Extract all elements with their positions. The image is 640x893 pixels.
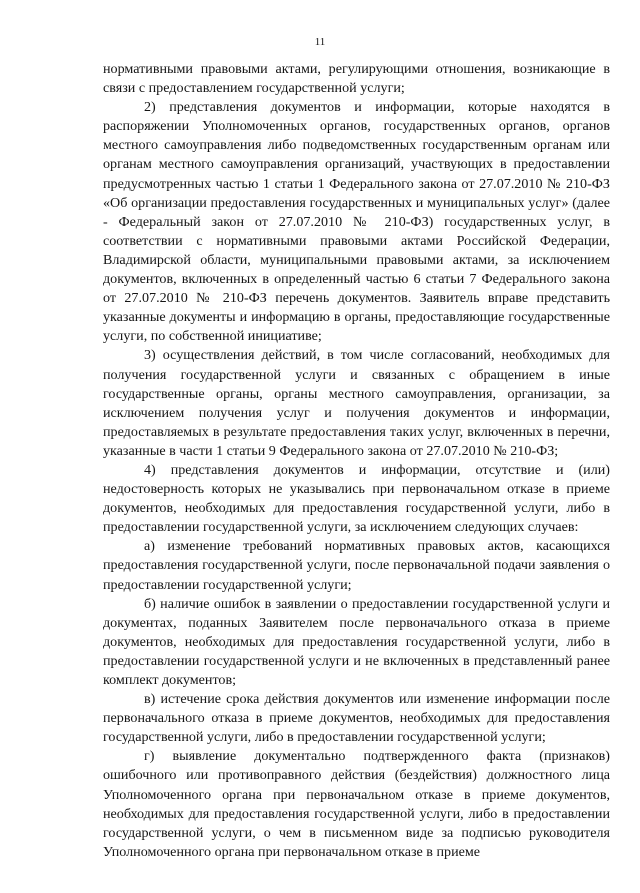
paragraph: нормативными правовыми актами, регулирующими отношения, возникающие в связи с предоставлением государственной услуги; — [103, 61, 610, 97]
paragraph: 2) представления документов и информации, которые находятся в распоряжении Уполномоченных органов, государственных органов, органов местного самоуправления либо подведомственных государственным органам или органам местного самоуправления организаций, участвующих в предоставлении предусмотренных частью 1 статьи 1 Федерального закона от 27.07.2010 № 210-ФЗ «Об организации предоставления государственных и муниципальных услуг» (далее - Федеральный закон от 27.07.2010 № 210-ФЗ) государственных услуг, в соответствии с нормативными правовыми актами Российской Федерации, Владимирской области, муниципальными правовыми актами, за исключением документов, включенных в определенный частью 6 статьи 7 Федерального закона от 27.07.2010 № 210-ФЗ перечень документов. Заявитель вправе представить указанные документы и информацию в органы, предоставляющие государственные услуги, по собственной инициативе; — [103, 99, 610, 345]
page-number: 11 — [314, 36, 326, 48]
paragraph: 4) представления документов и информации, отсутствие и (или) недостоверность которых не указывались при первоначальном отказе в приеме документов, необходимых для предоставления государственной услуги, либо в предоставлении государственной услуги, за исключением следующих случаев: — [103, 461, 610, 536]
paragraph: 3) осуществления действий, в том числе согласований, необходимых для получения государственной услуги и связанных с обращением в иные государственные органы, органы местного самоуправления, организации, за исключением получения услуг и получения документов и информации, предоставляемых в результате предоставления таких услуг, включенных в перечни, указанные в части 1 статьи 9 Федерального закона от 27.07.2010 № 210-ФЗ; — [103, 347, 610, 459]
paragraph: г) выявление документально подтвержденного факта (признаков) ошибочного или противоправного действия (бездействия) должностного лица Уполномоченного органа при первоначальном отказе в приеме документов, необходимых для предоставления государственной услуги, либо в предоставлении государственной услуги, о чем в письменном виде за подписью руководителя Уполномоченного органа при первоначальном отказе в приеме — [103, 748, 610, 860]
paragraph: б) наличие ошибок в заявлении о предоставлении государственной услуги и документах, поданных Заявителем после первоначального отказа в приеме документов, необходимых для предоставления государственной услуги, либо в предоставлении государственной услуги и не включенных в представленный ранее комплект документов; — [103, 595, 610, 688]
paragraph: в) истечение срока действия документов или изменение информации после первоначального отказа в приеме документов, необходимых для предоставления государственной услуги, либо в предоставлении государственной услуги; — [103, 691, 610, 746]
document-body — [103, 60, 610, 862]
paragraph: а) изменение требований нормативных правовых актов, касающихся предоставления государственной услуги, после первоначальной подачи заявления о предоставлении государственной услуги; — [103, 538, 610, 593]
